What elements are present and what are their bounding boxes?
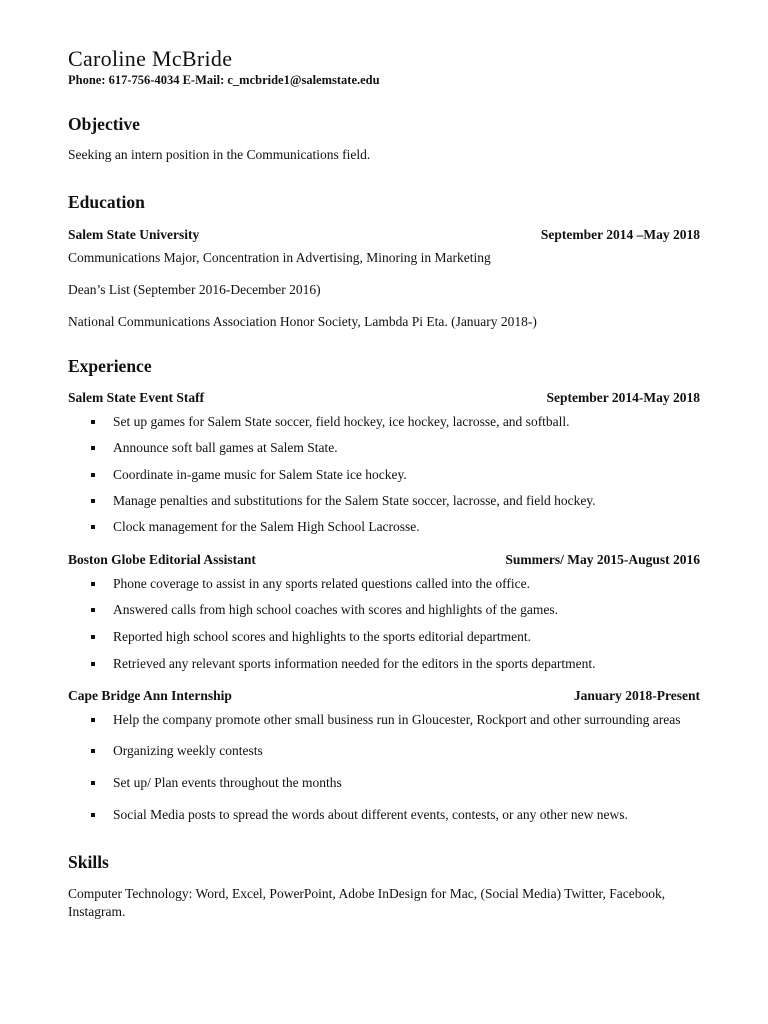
job-bullet: Answered calls from high school coaches with scores and highlights of the games. [113, 602, 559, 617]
job-dates: January 2018-Present [573, 688, 700, 703]
education-school: Salem State University [68, 227, 200, 242]
job-bullet: Retrieved any relevant sports information needed for the editors in the sports department. [113, 656, 596, 671]
job-bullet: Manage penalties and substitutions for the Salem State soccer, lacrosse, and field hockey. [113, 493, 596, 508]
job-dates: Summers/ May 2015-August 2016 [505, 552, 700, 567]
education-line: Dean’s List (September 2016-December 2016) [68, 282, 321, 297]
job-bullet: Coordinate in-game music for Salem State ice hockey. [113, 467, 407, 482]
objective-text: Seeking an intern position in the Communications field. [68, 147, 371, 162]
job-dates: September 2014-May 2018 [546, 390, 700, 405]
job-title: Cape Bridge Ann Internship [68, 688, 232, 703]
education-heading: Education [68, 192, 145, 212]
skills-text: Computer Technology: Word, Excel, PowerPoint, Adobe InDesign for Mac, (Social Media) Twitter, Facebook, Instagram. [68, 886, 666, 919]
job-bullet: Social Media posts to spread the words about different events, contests, or any other new news. [113, 807, 628, 822]
job-title: Salem State Event Staff [68, 390, 205, 405]
job-bullet: Reported high school scores and highlights to the sports editorial department. [113, 629, 532, 644]
candidate-name: Caroline McBride [68, 46, 233, 71]
job-bullet: Phone coverage to assist in any sports related questions called into the office. [113, 576, 531, 591]
education-line: National Communications Association Honor Society, Lambda Pi Eta. (January 2018-) [68, 314, 537, 329]
job-title: Boston Globe Editorial Assistant [68, 552, 256, 567]
experience-heading: Experience [68, 356, 152, 376]
objective-heading: Objective [68, 114, 140, 134]
contact-line: Phone: 617-756-4034 E-Mail: c_mcbride1@salemstate.edu [68, 73, 380, 87]
education-line: Communications Major, Concentration in Advertising, Minoring in Marketing [68, 250, 491, 265]
job-bullet: Set up/ Plan events throughout the months [113, 775, 342, 790]
job-bullet: Organizing weekly contests [113, 743, 263, 758]
skills-heading: Skills [68, 852, 109, 872]
job-bullet: Clock management for the Salem High School Lacrosse. [113, 519, 420, 534]
job-bullet: Help the company promote other small business run in Gloucester, Rockport and other surrounding areas [113, 712, 681, 727]
job-bullet: Set up games for Salem State soccer, field hockey, ice hockey, lacrosse, and softball. [113, 414, 570, 429]
education-dates: September 2014 –May 2018 [540, 227, 700, 242]
job-bullet: Announce soft ball games at Salem State. [113, 440, 338, 455]
